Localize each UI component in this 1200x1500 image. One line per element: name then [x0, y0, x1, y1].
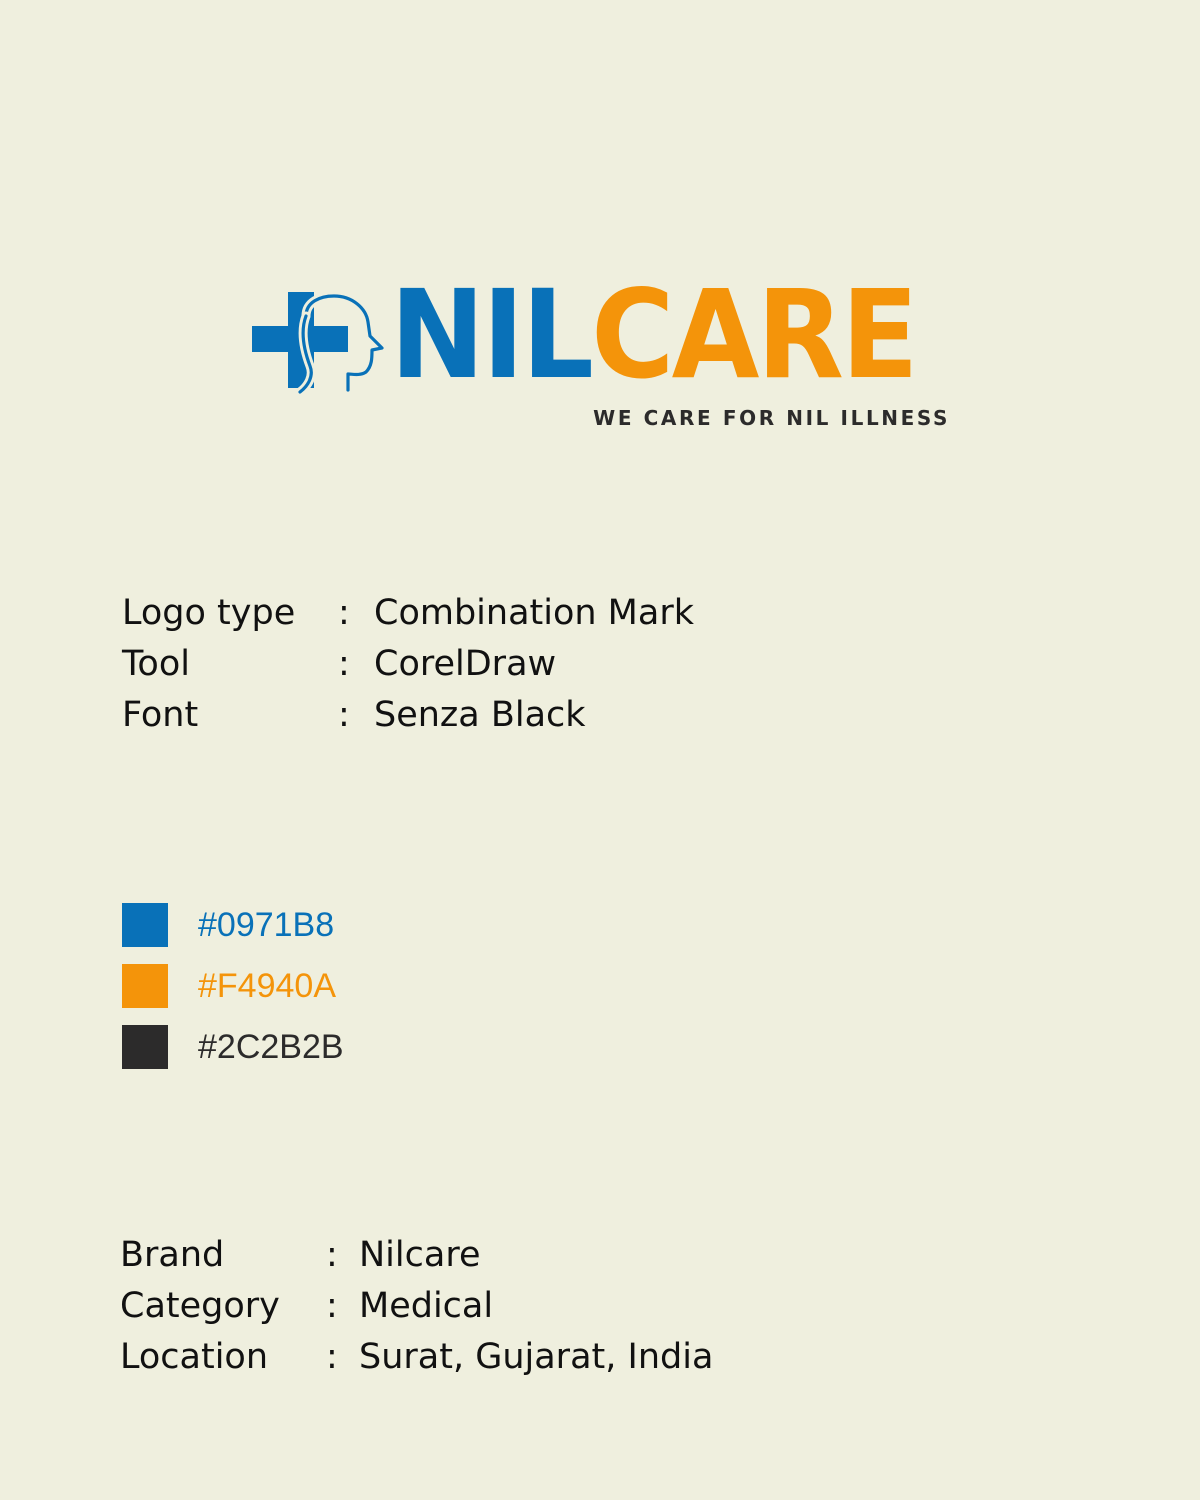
- detail-value: Nilcare: [359, 1235, 481, 1275]
- wordmark: [390, 264, 916, 406]
- detail-row-brand: [120, 1230, 713, 1281]
- color-swatch: [122, 903, 168, 947]
- medical-cross-head-icon: [248, 292, 388, 394]
- detail-label: Category: [120, 1286, 280, 1326]
- detail-colon: :: [326, 1286, 338, 1326]
- detail-colon: :: [326, 1337, 338, 1377]
- nilcare-logo: [248, 264, 968, 438]
- detail-row-category: [120, 1281, 713, 1332]
- spec-value: Senza Black: [374, 695, 586, 735]
- spec-value: Combination Mark: [374, 593, 694, 633]
- brand-details: [120, 1230, 713, 1383]
- spec-row-tool: [122, 639, 694, 690]
- logo-specs: [122, 588, 694, 741]
- logo-tagline: WE CARE FOR NIL ILLNESS: [593, 406, 950, 430]
- detail-row-location: [120, 1332, 713, 1383]
- spec-value: CorelDraw: [374, 644, 557, 684]
- spec-label: Logo type: [122, 593, 296, 633]
- spec-row-font: [122, 690, 694, 741]
- spec-label: Font: [122, 695, 199, 735]
- wordmark-care: CARE: [591, 264, 916, 406]
- color-code: #F4940A: [198, 967, 336, 1005]
- detail-value: Medical: [359, 1286, 494, 1326]
- color-code: #0971B8: [198, 906, 335, 944]
- spec-row-logo-type: [122, 588, 694, 639]
- wordmark-nil: NIL: [390, 264, 592, 406]
- color-swatch: [122, 964, 168, 1008]
- spec-colon: :: [338, 644, 350, 684]
- color-code: #2C2B2B: [198, 1028, 344, 1066]
- spec-label: Tool: [122, 644, 190, 684]
- detail-label: Brand: [120, 1235, 225, 1275]
- detail-value: Surat, Gujarat, India: [359, 1337, 714, 1377]
- spec-colon: :: [338, 593, 350, 633]
- detail-label: Location: [120, 1337, 269, 1377]
- detail-colon: :: [326, 1235, 338, 1275]
- color-swatch: [122, 1025, 168, 1069]
- spec-colon: :: [338, 695, 350, 735]
